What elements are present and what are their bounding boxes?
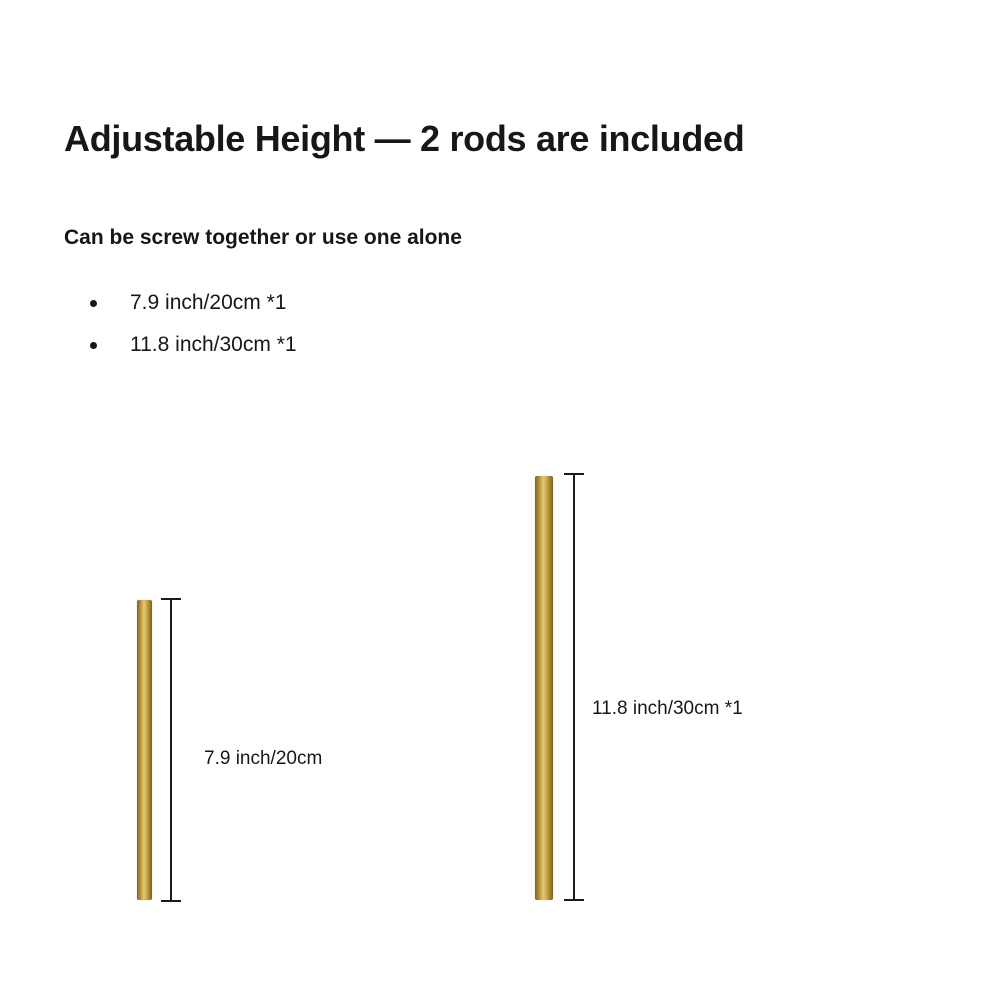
long-rod-image bbox=[535, 476, 553, 900]
short-rod-dimension-tick-bottom bbox=[161, 900, 181, 902]
short-rod-image bbox=[137, 600, 152, 900]
long-rod-dimension-tick-bottom bbox=[564, 899, 584, 901]
short-rod-dimension-line bbox=[170, 598, 172, 902]
list-item bbox=[64, 282, 297, 324]
page-title: Adjustable Height — 2 rods are included bbox=[64, 118, 745, 160]
list-item-label: 11.8 inch/30cm *1 bbox=[130, 333, 297, 356]
long-rod-dimension-label: 11.8 inch/30cm *1 bbox=[592, 698, 743, 719]
bullet-dot-icon bbox=[90, 342, 97, 349]
long-rod-dimension-tick-top bbox=[564, 473, 584, 475]
rod-list bbox=[64, 282, 297, 366]
list-item-label: 7.9 inch/20cm *1 bbox=[130, 291, 287, 314]
subtitle: Can be screw together or use one alone bbox=[64, 226, 462, 250]
list-item bbox=[64, 324, 297, 366]
long-rod-dimension-line bbox=[573, 473, 575, 901]
short-rod-dimension-label: 7.9 inch/20cm bbox=[204, 748, 323, 769]
short-rod-dimension-tick-top bbox=[161, 598, 181, 600]
bullet-dot-icon bbox=[90, 300, 97, 307]
